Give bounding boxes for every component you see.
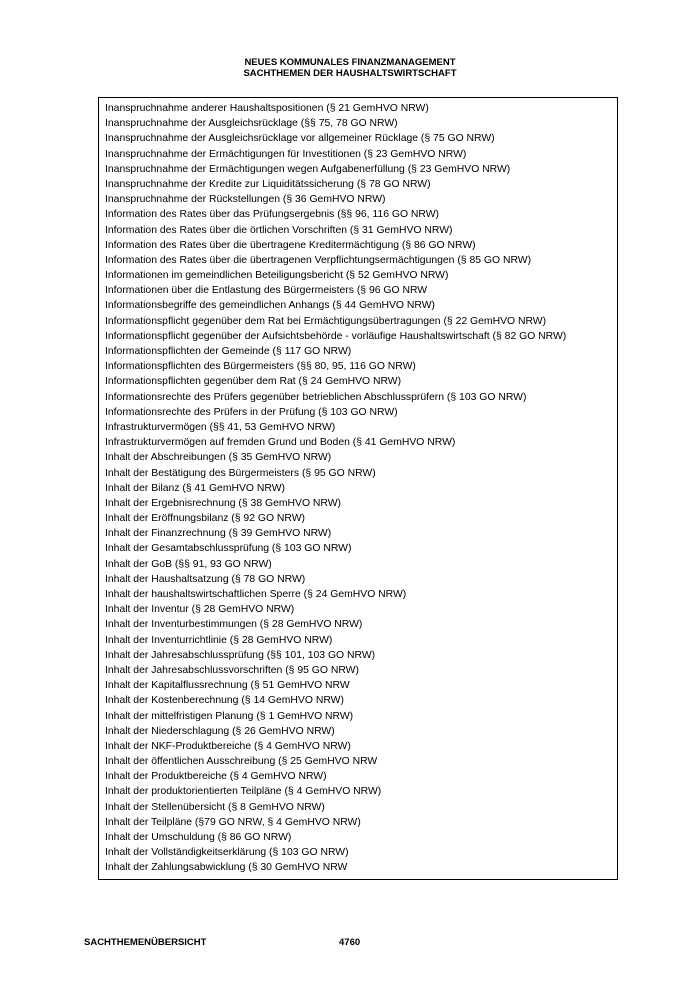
index-entry: Informationspflichten der Gemeinde (§ 117 GO NRW) (105, 346, 352, 357)
index-entry: Informationen über die Entlastung des Bürgermeisters (§ 96 GO NRW (105, 285, 428, 297)
index-entry: Inanspruchnahme anderer Haushaltspositionen (§ 21 GemHVO NRW) (105, 103, 429, 114)
document-header (0, 57, 700, 79)
index-entry: Inhalt der Kostenberechnung (§ 14 GemHVO NRW) (105, 695, 344, 707)
index-entry: Inhalt der Jahresabschlussprüfung (§§ 101, 103 GO NRW) (105, 649, 376, 661)
index-entry: Informationsbegriffe des gemeindlichen Anhangs (§ 44 GemHVO NRW) (105, 300, 435, 312)
index-entry: Inhalt der Finanzrechnung (§ 39 GemHVO NRW) (105, 528, 332, 540)
footer-section-label: SACHTHEMENÜBERSICHT (84, 937, 207, 948)
index-entry: Inhalt der mittelfristigen Planung (§ 1 GemHVO NRW) (105, 710, 354, 722)
page-number: 4760 (339, 937, 361, 948)
index-entry: Informationspflichten des Bürgermeisters (§§ 80, 95, 116 GO NRW) (105, 361, 416, 373)
index-entry: Infrastrukturvermögen auf fremden Grund und Boden (§ 41 GemHVO NRW) (105, 437, 456, 449)
index-entry: Informationspflicht gegenüber der Aufsichtsbehörde - vorläufige Haushaltswirtschaft (§ 82 GO NRW) (105, 330, 567, 342)
index-entry: Inhalt der öffentlichen Ausschreibung (§ 25 GemHVO NRW (105, 756, 378, 768)
index-entry: Inhalt der Umschuldung (§ 86 GO NRW) (105, 832, 292, 843)
index-entry: Infrastrukturvermögen (§§ 41, 53 GemHVO NRW) (105, 421, 336, 433)
index-entry: Inhalt der Zahlungsabwicklung (§ 30 GemHVO NRW (105, 862, 348, 874)
index-entry: Inhalt der Jahresabschlussvorschriften (§ 95 GO NRW) (105, 664, 359, 676)
index-entry: Inhalt der Inventurrichtlinie (§ 28 GemHVO NRW) (105, 634, 333, 646)
index-entry: Inhalt der Inventurbestimmungen (§ 28 GemHVO NRW) (105, 619, 363, 631)
index-entry: Inhalt der Vollständigkeitserklärung (§ 103 GO NRW) (105, 847, 349, 859)
header-title: NEUES KOMMUNALES FINANZMANAGEMENT (244, 57, 456, 68)
index-entry: Inhalt der NKF-Produktbereiche (§ 4 GemHVO NRW) (105, 740, 351, 752)
index-entry: Inanspruchnahme der Ermächtigungen wegen Aufgabenerfüllung (§ 23 GemHVO NRW) (105, 163, 511, 175)
index-entry: Informationsrechte des Prüfers gegenüber betrieblichen Abschlussprüfern (§ 103 GO NRW) (105, 391, 527, 403)
index-entry: Inanspruchnahme der Kredite zur Liquiditätssicherung (§ 78 GO NRW) (105, 178, 431, 190)
index-entry: Informationsrechte des Prüfers in der Prüfung (§ 103 GO NRW) (105, 406, 398, 418)
index-entry: Inanspruchnahme der Ausgleichsrücklage vor allgemeiner Rücklage (§ 75 GO NRW) (105, 133, 495, 145)
index-entry: Information des Rates über das Prüfungsergebnis (§§ 96, 116 GO NRW) (105, 209, 440, 221)
index-entry: Inhalt der Eröffnungsbilanz (§ 92 GO NRW) (105, 513, 306, 525)
index-entry: Information des Rates über die örtlichen Vorschriften (§ 31 GemHVO NRW) (105, 224, 453, 236)
index-entry: Inhalt der produktorientierten Teilpläne (§ 4 GemHVO NRW) (105, 786, 382, 798)
index-entry: Information des Rates über die übertragenen Verpflichtungsermächtigungen (§ 85 GO NRW) (105, 254, 532, 266)
index-entry: Inhalt der Haushaltsatzung (§ 78 GO NRW) (105, 573, 306, 585)
index-entry: Inhalt der Bilanz (§ 41 GemHVO NRW) (105, 482, 285, 494)
header-subtitle: SACHTHEMEN DER HAUSHALTSWIRTSCHAFT (243, 68, 457, 79)
index-entry: Inhalt der Inventur (§ 28 GemHVO NRW) (105, 604, 295, 616)
index-entry: Inhalt der Kapitalflussrechnung (§ 51 GemHVO NRW (105, 680, 350, 692)
index-entry: Inhalt der Teilpläne (§79 GO NRW, § 4 GemHVO NRW) (105, 816, 361, 828)
index-entry: Inhalt der Bestätigung des Bürgermeisters (§ 95 GO NRW) (105, 467, 376, 479)
index-entry: Inhalt der Stellenübersicht (§ 8 GemHVO NRW) (105, 801, 325, 813)
index-entry: Information des Rates über die übertragene Kreditermächtigung (§ 86 GO NRW) (105, 239, 476, 251)
index-entry: Inhalt der haushaltswirtschaftlichen Sperre (§ 24 GemHVO NRW) (105, 589, 407, 600)
index-entry: Inhalt der Abschreibungen (§ 35 GemHVO NRW) (105, 452, 332, 464)
index-entry: Informationspflicht gegenüber dem Rat bei Ermächtigungsübertragungen (§ 22 GemHVO NRW) (105, 315, 547, 327)
index-entry: Inanspruchnahme der Ausgleichsrücklage (§§ 75, 78 GO NRW) (105, 118, 398, 130)
index-entry: Informationspflichten gegenüber dem Rat (§ 24 GemHVO NRW) (105, 376, 402, 388)
index-entry: Inhalt der Produktbereiche (§ 4 GemHVO NRW) (105, 771, 327, 783)
index-entry: Informationen im gemeindlichen Beteiligungsbericht (§ 52 GemHVO NRW) (105, 270, 449, 282)
index-entry: Inhalt der Gesamtabschlussprüfung (§ 103 GO NRW) (105, 543, 352, 555)
index-entry: Inhalt der Ergebnisrechnung (§ 38 GemHVO NRW) (105, 497, 342, 509)
index-entries-box (98, 97, 618, 880)
index-entry: Inhalt der GoB (§§ 91, 93 GO NRW) (105, 558, 272, 570)
index-entry: Inanspruchnahme der Ermächtigungen für Investitionen (§ 23 GemHVO NRW) (105, 148, 467, 160)
index-entry: Inhalt der Niederschlagung (§ 26 GemHVO NRW) (105, 725, 335, 737)
index-entry: Inanspruchnahme der Rückstellungen (§ 36 GemHVO NRW) (105, 194, 386, 206)
